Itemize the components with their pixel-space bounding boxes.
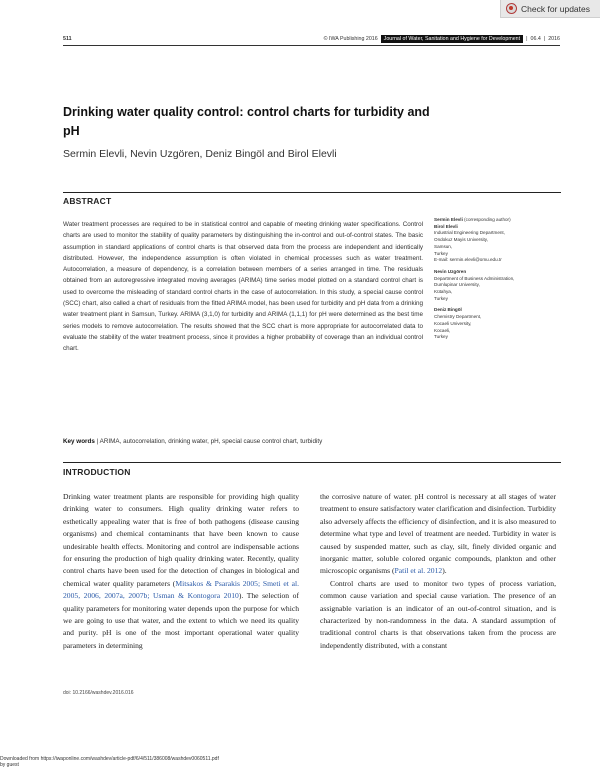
corresponding-note: (corresponding author) [462,217,511,222]
affiliation-block [434,269,562,303]
citation-link[interactable]: Patil et al. 2012 [394,566,443,576]
header-rule [63,45,560,46]
check-for-updates-button[interactable] [500,0,600,18]
check-for-updates-label: Check for updates [521,3,590,14]
doi: doi: 10.2166/washdev.2016.016 [63,690,134,696]
abstract-heading: ABSTRACT [63,192,561,206]
affiliation-line: Kütahya, [434,289,453,295]
paragraph [320,491,556,578]
body-column-right [320,491,556,652]
year: 2016 [548,36,560,42]
affiliation-line: Chemistry Department, [434,314,482,320]
affiliation-line: Ondokuz Mayis University, [434,237,489,243]
affiliation-block [434,217,562,264]
affiliation-email: E-mail: sermin.elevli@omu.edu.tr [434,257,502,263]
paragraph-text: ). The selection of quality parameters for monitoring water depends upon the purpose for which we are going to use that water, and the extent to which we need its quality and purity. pH is one of the most important operational water quality parameters in determining [63,591,299,650]
affiliation-author: Deniz Bingöl [434,307,462,313]
volume: 06.4 [530,36,541,42]
download-url: Downloaded from https://iwaponline.com/washdev/article-pdf/6/4/511/386008/washdev0060511.pdf [0,756,219,762]
affiliation-line: Turkey [434,250,448,256]
paragraph: Control charts are used to monitor two types of process variation, common cause variation and special cause variation. The presence of an assignable variation is an indicator of an out-of-control situation, and is characterized by non-randomness in the data. A standard assumption of traditional control charts is that observations taken from the process are independently distributed, with a constant [320,578,556,650]
keywords-list: ARIMA, autocorrelation, drinking water, pH, special cause control chart, turbidity [99,438,323,445]
update-check-icon [506,3,517,14]
introduction-heading: INTRODUCTION [63,462,561,477]
affiliation-line: Industrial Engineering Department, [434,230,505,236]
paragraph-text: ). [442,566,447,576]
body-column-left [63,491,299,652]
paragraph-text: Drinking water treatment plants are responsible for providing high quality drinking water to consumers. High quality drinking water refers to esthetically appealing water that is free of both pathogens (disease causing organisms) and chemical contaminants that have been known to cause undesirable health effects. Monitoring and control are indispensable actions for ensuring the production of high quality drinking water. Recently, quality control charts have been used for the detection of changes in biological and chemical water quality parameters ( [63,492,299,588]
download-notice [0,756,219,768]
affiliation-line: Kocaeli, [434,327,451,333]
paragraph-text: the corrosive nature of water. pH control is necessary at all stages of water treatment to ensure satisfactory water clarification and disinfection. Turbidity also adversely affects the efficiency of disinfection, and it is also measured to determine what type and level of treatment are needed. Turbidity in water is caused by suspended matter, such as clay, silt, finely divided organic and inorganic matter, soluble colored organic compounds, plankton and other microscopic organisms ( [320,492,556,576]
running-head [63,34,560,44]
affiliation-line: Turkey [434,295,448,301]
publisher: © IWA Publishing 2016 [323,36,378,42]
affiliations [434,217,562,346]
affiliation-line: Turkey [434,334,448,340]
paragraph [63,491,299,652]
keywords: Key words | ARIMA, autocorrelation, drinking water, pH, special cause control chart, turbidity [63,438,323,445]
affiliation-line: Samsun, [434,243,453,249]
journal-name: Journal of Water, Sanitation and Hygiene for Development [381,35,523,43]
affiliation-block [434,307,562,341]
keywords-label: Key words [63,438,95,445]
affiliation-line: Department of Business Administration, [434,275,515,281]
abstract-text: Water treatment processes are required to be in statistical control and capable of meeting drinking water specifications. Control charts are used to monitor the stability of quality parameters by distinguishing the in-control and out-of-control states. The basic assumption in standard applications of control charts is that observed data from the process are independent and identically distributed. However, the independence assumption is often violated in chemical processes such as water treatment. Autocorrelation, a measure of dependency, is a correlation between members of a series arranged in time. The residuals obtained from an autoregressive integrated moving averages (ARIMA) time series model plotted on a standard control chart is used to overcome the misleading of standard control charts in the case of autocorrelation. In this study, a special cause control (SCC) chart, also called a chart of residuals from the fitted ARIMA model, has been used for turbidity and pH data from a drinking water treatment plant in Samsun, Turkey. ARIMA (3,1,0) for turbidity and ARIMA (1,1,1) for pH were determined as the best time series models to remove autocorrelation. The results showed that the SCC chart is more appropriate for autocorrelated data to evaluate the stability of the water treatment process, since it provides a higher probability of coverage than an individual control chart. [63,221,423,353]
separator: | [526,36,528,42]
author-list: Sermin Elevli, Nevin Uzgören, Deniz Bingöl and Birol Elevli [63,148,337,160]
separator: | [543,36,546,42]
article-title: Drinking water quality control: control charts for turbidity and pH [63,105,430,138]
affiliation-author: Nevin Uzgören [434,268,467,274]
page-number: 511 [63,36,72,42]
affiliation-line: Dumlupinar University, [434,282,480,288]
affiliation-author: Sermin Elevli [434,217,463,222]
affiliation-author: Birol Elevli [434,223,458,229]
citation-link[interactable]: Mitsakos & Psarakis 2005; Smeti et al. 2005, 2006, 2007a, 2007b; Usman & Kontogora 2010 [63,578,299,601]
download-by: by guest [0,762,19,768]
affiliation-line: Kocaeli University, [434,320,472,326]
